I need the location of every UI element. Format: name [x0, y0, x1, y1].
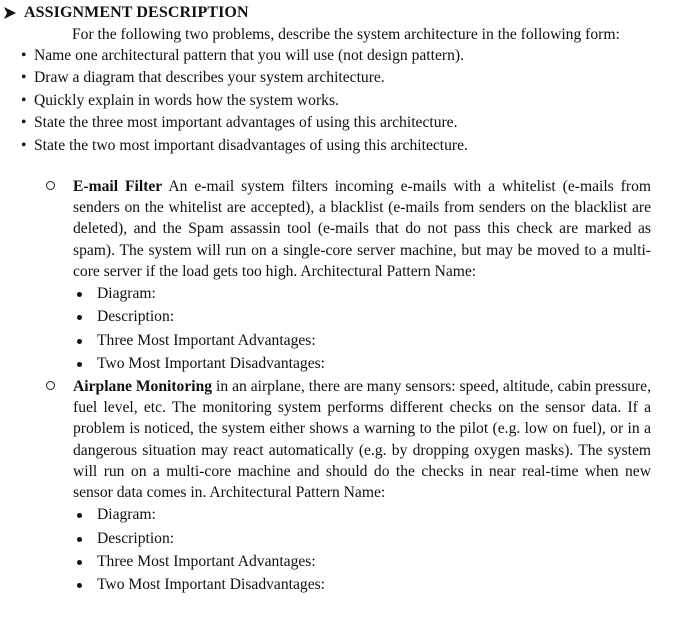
list-item [21, 112, 681, 134]
bullet-icon [77, 583, 82, 588]
requirement-text: Name one architectural pattern that you will use (not design pattern). [34, 47, 464, 64]
bullet-icon: • [21, 69, 27, 87]
problem-text: in an airplane, there are many sensors: speed, altitude, cabin pressure, fuel level, etc. The monitoring system performs different checks on the sensor data. If a problem is noticed, the system either shows a warning to the pilot (e.g. low on fuel), or in a dangerous situation may react automatically (e.g. by dropping oxygen masks). The system will run on a multi-core machine and should do the checks in near real-time when new sensor data comes in. Architectural Pattern Name: [73, 378, 652, 502]
list-item [21, 45, 681, 67]
hollow-bullet-icon [46, 181, 55, 190]
answer-label: Description: [97, 308, 175, 326]
problem-title: E-mail Filter [73, 178, 163, 195]
problem-title: Airplane Monitoring [73, 378, 213, 395]
list-item [74, 282, 656, 305]
problem-airplane-monitoring [46, 376, 656, 597]
intro-text: For the following two problems, describe the system architecture in the following form: [72, 26, 620, 43]
answer-list [74, 282, 656, 376]
bullet-icon: • [21, 47, 27, 64]
list-item [74, 527, 656, 550]
problem-paragraph [73, 176, 651, 282]
requirement-text: Quickly explain in words how the system works. [34, 91, 339, 109]
page-title: ASSIGNMENT DESCRIPTION [24, 4, 249, 21]
bullet-icon [77, 292, 82, 297]
list-item [74, 329, 656, 352]
bullet-icon: • [21, 136, 27, 154]
answer-list [74, 503, 656, 597]
list-item [21, 135, 681, 157]
requirements-list [21, 45, 681, 157]
hollow-bullet-icon [46, 381, 55, 390]
bullet-icon [77, 560, 82, 565]
bullet-icon [77, 315, 82, 320]
list-item [74, 550, 656, 573]
answer-label: Two Most Important Disadvantages: [97, 355, 326, 373]
answer-label: Three Most Important Advantages: [97, 553, 316, 571]
requirement-text: State the three most important advantages of using this architecture. [34, 114, 458, 132]
list-item [74, 573, 656, 596]
problem-text: An e-mail system filters incoming e-mails with a whitelist (e-mails from senders on the whitelist are accepted), a blacklist (e-mails from senders on the blacklist are deleted), and the Spam assassin tool (e-mails that do not pass this check are marked as spam). The system will run on a single-core server machine, but may be moved to a multi-core server if the load gets too high. Architectural Pattern Name: [73, 178, 651, 280]
list-item [74, 305, 656, 328]
answer-label: Three Most Important Advantages: [97, 331, 316, 349]
bullet-icon [77, 339, 82, 344]
list-item [21, 67, 681, 89]
right-arrowhead-icon [2, 5, 18, 21]
answer-label: Two Most Important Disadvantages: [97, 576, 326, 594]
list-item [21, 90, 681, 112]
problem-email-filter [46, 176, 656, 376]
bullet-icon: • [21, 91, 27, 109]
section-header [0, 2, 249, 24]
answer-label: Description: [97, 529, 175, 547]
list-item [74, 352, 656, 375]
requirement-text: Draw a diagram that describes your system architecture. [34, 69, 385, 87]
bullet-icon [77, 362, 82, 367]
problem-paragraph [73, 376, 651, 503]
bullet-icon: • [21, 114, 27, 132]
bullet-icon [77, 513, 82, 518]
answer-label: Diagram: [97, 506, 156, 524]
bullet-icon [77, 537, 82, 542]
requirement-text: State the two most important disadvantages of using this architecture. [34, 136, 468, 154]
list-item [74, 503, 656, 526]
answer-label: Diagram: [97, 285, 156, 303]
